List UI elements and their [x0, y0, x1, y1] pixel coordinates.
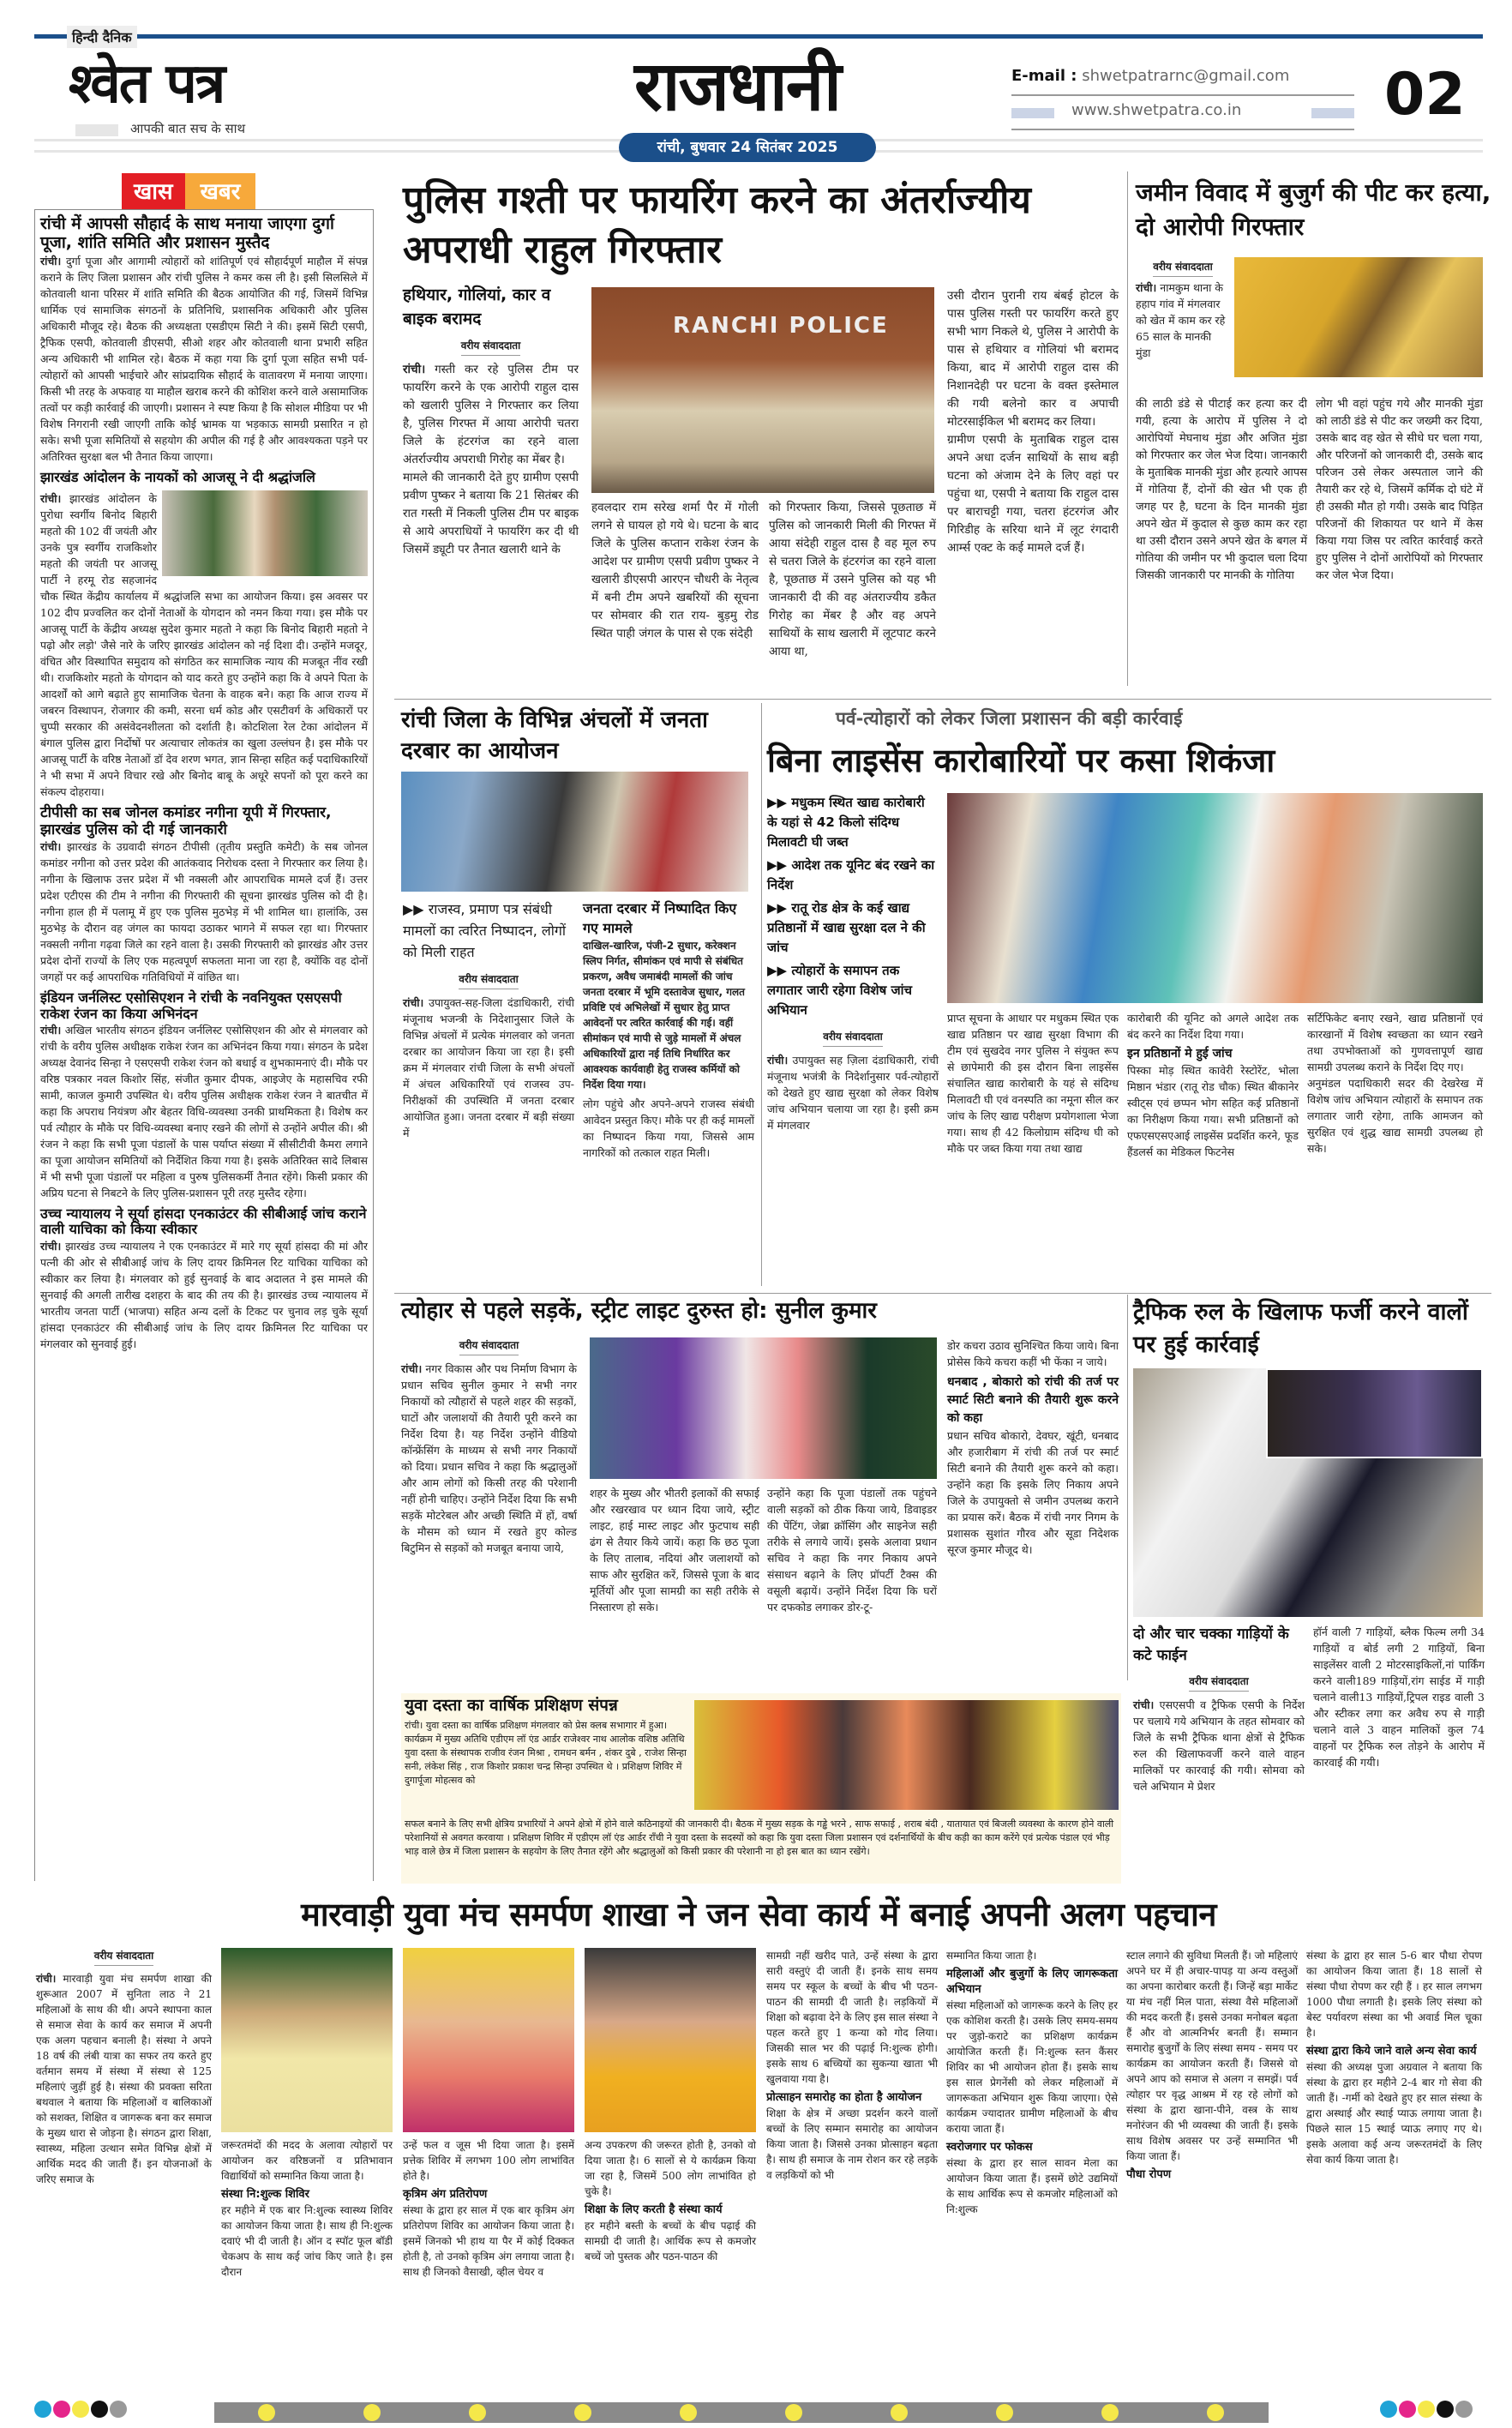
yellow-dot: [469, 2404, 486, 2421]
traffic-col-1: [1133, 1697, 1305, 1794]
dateline: रांची।: [40, 254, 62, 267]
inset-night-photo: [1266, 1368, 1483, 1458]
left-story-3-headline: टीपीसी का सब जोनल कमांडर नगीना यूपी में गिरफ्तार, झारखंड पुलिस को दी गई जानकारी: [40, 804, 332, 838]
dateline: रांची।: [1136, 281, 1157, 294]
black-dot: [1437, 2401, 1454, 2418]
left-story-5-headline: उच्च न्यायालय ने सूर्या हांसदा एनकाउंटर की सीबीआई जांच कराने वाली याचिका को किया स्वीकार: [40, 1205, 367, 1238]
lead-col-1: [403, 361, 579, 559]
marwari-byline-wrap: [36, 1946, 212, 1971]
byline: वरीय संवाददाता: [459, 971, 519, 989]
byline: वरीय संवाददाता: [94, 1948, 154, 1966]
janta-darbar-col-2: लोग पहुंचे और अपने-अपने राजस्व संबंधी आवेदन प्रस्तुत किए। मौके पर ही कई मामलों का निष्पादन किया गया, जिससे आम नागरिकों को तत्काल राहत मिली।: [583, 1097, 754, 1159]
yellow-dot: [680, 2404, 697, 2421]
double-arrow-icon: ▶▶: [767, 857, 788, 873]
roads-col-2: शहर के मुख्य और भीतरी इलाकों की सफाई और रखरखाव पर ध्यान दिया जाये, स्ट्रीट लाइट, हाई मास्ट लाइट और फुटपाथ सही ढंग से तैयार किये जायें। कहा कि छठ पूजा के लिए तालाब, नदियां और जलाशयों को साफ और सुरक्षित करें, जिससे पूजा के बाद मूर्तियों और पूजा सामग्री का सही तरीके से निस्तारण हो सके।: [590, 1487, 759, 1614]
story-text: डोर कचरा उठाव सुनिश्चित किया जाये। बिना प्रोसेस किये कचरा कहीं भी फेंका न जाये।: [947, 1339, 1119, 1368]
story-text: नगर विकास और पथ निर्माण विभाग के प्रधान सचिव सुनील कुमार ने सभी नगर निकायों को त्यौहारों से पहले शहर की सड़कों, घाटों और जलाशयों की तैयारी पूरी करने का निर्देश दिया है। यह निर्देश उन्होंने वीडियो कॉन्फ्रेंसिंग के माध्यम से सभी नगर निकायों को दिया। प्रधान सचिव ने कहा कि श्रद्धालुओं और आम लोगों को किसी तरह की परेशानी नहीं होनी चाहिए। उन्होंने निर्देश दिया कि सभी सड़कें मोटरेबल और अच्छी स्थिति में हों, वर्षा के मौसम को ध्यान में रखते हुए कोल्ड बिटुमिन से सड़कों को मजबूत बनाया जाये,: [401, 1362, 577, 1554]
left-story-5: [40, 1206, 368, 1352]
magenta-dot: [53, 2401, 70, 2418]
portrait-sunita: [221, 1948, 393, 2132]
tagline: आपकी बात सच के साथ: [130, 121, 246, 136]
food-safety-left-flow: [767, 793, 939, 1133]
land-dispute-col-1b: की लाठी डंडे से पीटाई कर हत्या कर दी गयी, हत्या के आरोप में पुलिस ने दो आरोपियों मेघनाथ मुंडा और अजित मुंडा को गिरफ्तार कर जेल भेज दिया। जानकारी के मुताबिक मानकी मुंडा और हत्यारे आपस में गोतिया हैं, दोनों की खेत भी एक ही जगह पर है, घटना के दिन मानकी मुंडा अपने खेत में कुदाल से कुछ काम कर रहा था उसी दौरान उसने अपने खेत के बगल में गोतिया की जमीन पर भी कुदाल चला दिया जिसकी जानकारी पर मानकी के गोतिया: [1136, 398, 1307, 582]
marwari-col-5: [766, 1948, 938, 2183]
story-text: उपायुक्त-सह-जिला दंडाधिकारी, रांची मंजूनाथ भजन्त्री के निदेशानुसार जिले के विभिन्न अंचलों में प्रत्येक मंगलवार को जनता दरबार का आयोजन किया जा रहा है। इसी क्रम में मंगलवार रांची जिला के सभी अंचलों में अंचल अधिकारियों एवं राजस्व उप-निरीक्षकों की उपस्थिति में जनता दरबार आयोजित हुआ। जनता दरबार में बड़ी संख्या में: [403, 996, 574, 1139]
marwari-col-1: [36, 1971, 212, 2187]
subheading: संस्था नि:शुल्क शिविर: [221, 2188, 309, 2201]
land-dispute-byline-wrap: [1136, 257, 1230, 282]
marwari-col-3: [403, 2137, 574, 2280]
bullet-text: राजस्व, प्रमाण पत्र संबंधी मामलों का त्वरित निष्पादन, लोगों को मिली राहत: [403, 901, 567, 960]
lead-col-1-flow: [403, 283, 579, 559]
section-title: राजधानी: [634, 46, 840, 126]
story-text: संस्था के द्वारा हर साल सावन मेला का आयोजन किया जाता हैं। इसमें छोटे उद्यमियों के साथ आर्थिक रूप से कमजोर महिलाओं को नि:शुल्क: [946, 2157, 1118, 2215]
khabar-label: खबर: [185, 173, 256, 209]
dateline: रांची।: [40, 840, 62, 854]
marwari-col-4-flow: [585, 1948, 756, 2264]
marwari-col-4: [585, 2137, 756, 2264]
byline: वरीय संवाददाता: [459, 1337, 519, 1355]
story-text: संस्था महिलाओं को जागरूक करने के लिए हर एक कोशिश करती है। उसके लिए समय-समय पर जुड़ो-कराटे का प्रशिक्षण कार्यक्रम आयोजित करती हैं। नि:शुल्क स्तन कैंसर शिविर का भी आयोजन होता हैं। इसके साथ इस साल प्रेगनेंसी को लेकर महिलाओं में जागरूकता अभियान शुरू किया जाएगा। ऐसे कार्यक्रम ज्यादातर ग्रामीण महिलाओं के बीच कराया जाता हैं।: [946, 1999, 1118, 2135]
traffic-headline: ट्रैफिक रुल के खिलाफ फर्जी करने वालों पर हुई कार्रवाई: [1133, 1299, 1468, 1358]
food-safety-byline-wrap: [767, 1027, 939, 1052]
magenta-dot: [1399, 2401, 1416, 2418]
lead-headline: पुलिस गश्ती पर फायरिंग करने का अंतर्राज्यीय अपराधी राहुल गिरफ्तार: [403, 178, 1031, 272]
subheading: महिलाओं और बुजुर्गो के लिए जागरूकता अभियान: [946, 1968, 1118, 1996]
story-text: संस्था की अध्यक्ष पुजा अग्रवाल ने बताया कि संस्था के द्वारा हर महीने 2-4 बार गो सेवा की जाती हैं। -गर्मी को देखते हुए हर साल संस्था के द्वारा अस्थाई और स्थाई प्याऊ लगाया जाता है। पिछले साल 15 स्थाई प्याऊ लगाए गए थे। इसके अलावा कई अन्य जरूरतमंदों के लिए सेवा कार्य किया जाता है।: [1306, 2061, 1482, 2166]
bullet-text: त्योहारों के समापन तक लगातार जारी रहेगा विशेष जांच अभियान: [767, 963, 913, 1018]
dateline: रांची।: [40, 492, 62, 506]
subheading: स्वरोजगार पर फोकस: [946, 2141, 1033, 2154]
tagline-marker: [75, 124, 118, 136]
left-story-1-body: [40, 253, 368, 465]
marwari-col-2-flow: [221, 1948, 393, 2280]
yuva-dasta-group-photo: [694, 1700, 1119, 1810]
left-story-5-body: [40, 1238, 368, 1352]
paper-name-logo: श्वेत पत्र: [69, 52, 225, 116]
website-underline: [1011, 129, 1354, 130]
column-divider: [1127, 1295, 1128, 1680]
land-dispute-col-2: लोग भी वहां पहुंच गये और मानकी मुंडा को लाठी डंडे से पीट कर जख्मी कर दिया, उसके बाद वह खेत से सीधे घर चला गया, और परिजनों को जानकारी दी, उसके बाद परिजन उसे लेकर अस्पताल जाने की तैयारी कर रहे थे, जिसमें कर्मिक दो घंटे में ही उसकी मौत हो गयी। उसके बाद पिड़ित परिजनों की शिकायत पर थाने में केस किया गया जिस पर त्वरित कार्रवाई करते हुए पुलिस ने दोनों आरोपियों को गिरफ्तार कर जेल भेज दिया।: [1316, 398, 1483, 582]
story-text: अनुमंडल पदाधिकारी सदर की देखरेख में विशेष जांच अभियान त्योहारों के समापन तक लगातार जारी रहेगा, ताकि आमजन को सुरक्षित एवं शुद्ध खाद्य सामग्री उपलब्ध हो सके।: [1307, 1077, 1483, 1155]
land-dispute-col-1: [1136, 279, 1228, 361]
story-text: उन्हें फल व जूस भी दिया जाता है। इसमें प्रत्तेक शिविर में लगभग 100 लोग लाभांवित होते है।: [403, 2139, 574, 2182]
cmyk-marks-left: [34, 2401, 129, 2421]
land-dispute-headline: जमीन विवाद में बुजुर्ग की पीट कर हत्या, दो आरोपी गिरफ्तार: [1136, 178, 1491, 241]
subheading: प्रोत्साहन समारोह का होता है आयोजन: [766, 2091, 922, 2104]
story-text: जरूरतमंदों की मदद के अलावा त्योहारों पर आयोजन कर वरिष्ठजनों व प्रतिभावान विद्यार्थियों को सम्मानित किया जाता है।: [221, 2139, 393, 2182]
traffic-left-flow: [1133, 1624, 1305, 1794]
left-story-1-headline: रांची में आपसी सौहार्द के साथ मनाया जाएगा दुर्गा पूजा, शांति समिति और प्रशासन मुस्तैद: [40, 214, 334, 252]
bullet-item: [767, 898, 939, 958]
janta-darbar-right-flow: [583, 898, 754, 1161]
email-block: [1011, 67, 1289, 85]
byline: वरीय संवाददाता: [1189, 1674, 1249, 1692]
yellow-dot: [72, 2401, 89, 2418]
website-marker-right: [1311, 108, 1354, 118]
gray-dot: [110, 2401, 127, 2418]
food-safety-headline: बिना लाइसेंस कारोबारियों पर कसा शिकंजा: [767, 742, 1275, 779]
story-text: ग्रामीण एसपी के मुताबिक राहुल दास अपने अधा दर्जन साथियों के साथ बड़ी घटना को अंजाम देने के लिए वहां पर पहुंचा था, एसपी ने बताया कि राहुल दास पर बाराचट्टी गया, चतरा हंटरगंज और गिरिडीह के सरिया थाने में लूट रंगदारी आर्म्स एक्ट के कई मामले दर्ज हैं।: [947, 433, 1119, 555]
roads-col-1: [401, 1361, 577, 1556]
khas-khabar-banner: [122, 173, 255, 209]
black-dot: [91, 2401, 108, 2418]
lead-byline-wrap: [403, 336, 579, 361]
dateline: रांची।: [36, 1973, 57, 1985]
story-text: संस्था के द्वारा हर साल 5-6 बार पौधा रोपण का आयोजन किया जाता हैं। 18 सालों से संस्था पौधा रोपण कर रही हैं । हर साल लगभग 1000 पौधा लगाती है। इसके लिए संस्था को बेस्ट पर्यावरण संस्था का भी अवार्ड मिल चूका है।: [1306, 1950, 1482, 2039]
dateline: रांची।: [401, 1362, 423, 1375]
yellow-dot: [1101, 2404, 1119, 2421]
subheading: शिक्षा के लिए करती है संस्था कार्य: [585, 2203, 723, 2216]
yellow-dot: [785, 2404, 802, 2421]
bullet-item: [767, 793, 939, 852]
aajsu-tribute-photo: [162, 490, 368, 576]
story-text: अखिल भारतीय संगठन इंडियन जर्नलिस्ट एसोसिएशन की ओर से मंगलवार को रांची के वरीय पुलिस अधीक्षक राकेश रंजन का अभिनंदन किया गया। संगठन के प्रदेश अध्यक्ष देवानंद सिन्हा ने एसएसपी राकेश रंजन को बधाई व शुभकामनाएं दी। मौके पर वरिष्ठ पत्रकार नवल किशोर सिंह, संजीत कुमार दीपक, आइजेए के महासचिव रफी सामी, काजल कुमारी उपस्थित थे। वरीय पुलिस अधीक्षक राकेश रंजन ने बातचीत में कहा कि अपराध नियंत्रण और बेहतर विधि-व्यवस्था उनकी प्राथमिकता है। विशेष कर पर्व त्यौहार के मौके पर विधि-व्यवस्था बनाए रखने की लोगों से उन्होंने अपील की। श्री रंजन ने कहा कि सभी पूजा पंडालों के पास पर्याप्त संख्या में सीसीटीवी कैमरा लगाने का पूजा आयोजन समितियों को निर्देशित किया गया है। इसके अतिरिक्त सादे लिबास में भी सभी पूजा पंडालों पर महिला व पुरुष पुलिसकर्मी तैनात रहेंगे। किसी प्रकार की अप्रिय घटना से निबटने के लिए पुलिस-प्रशासन पूरी तरह मुस्तैद रहेगा।: [40, 1023, 368, 1199]
cmyk-marks-right: [1380, 2401, 1474, 2421]
byline: वरीय संवाददाता: [1153, 259, 1213, 277]
double-arrow-icon: ▶▶: [767, 795, 788, 810]
story-text: प्रधान सचिव बोकारो, देवघर, खूंटी, धनबाद और हजारीबाग में रांची की तर्ज पर स्मार्ट सिटी बनाने की तैयारी शुरू करने को कहा। उन्होंने कहा कि इसके लिए निकाय अपने जिले के उपायुक्तो से जमीन उपलब्ध कराने का प्रयास करें। बैठक में रांची नगर निगम के प्रशासक सुशांत गौरव और सूडा निदेशक सूरज कुमार मौजूद थे।: [947, 1429, 1119, 1556]
photo-sign-text: RANCHI POLICE: [673, 313, 889, 339]
column-divider: [1127, 171, 1128, 686]
subheading: पौधा रोपण: [1126, 2168, 1172, 2181]
bullet-text: आदेश तक यूनिट बंद रखने का निर्देश: [767, 857, 935, 892]
yellow-dot: [574, 2404, 591, 2421]
left-story-2: [40, 470, 368, 800]
story-text: झारखंड के उग्रवादी संगठन टीपीसी (तृतीय प्रस्तुति कमेटी) के सब जोनल कमांडर नगीना को उत्तर प्रदेश की आतंकवाद निरोधक दस्ता ने गिरफ्तार कर लिया है। नगीना के खिलाफ उत्तर प्रदेश में भी नक्सली और आपराधिक मामले दर्ज हैं। उत्तर प्रदेश एटीएस की टीम ने नगीना की गिरफ्तारी की सूचना झारखंड पुलिस को दी है। नगीना हाल ही में पलामू में हुए एक पुलिस मुठभेड़ में भी शामिल था। हालांकि, उस मुठभेड़ के दौरान वह जंगल का फायदा उठाकर भागने में सफल रहा था। गिरफ्तार नक्सली नगीना गढ़वा जिले का रहने वाला है। उसकी गिरफ्तारी को झारखंड और उत्तर प्रदेश दोनों राज्यों के लिए एक महत्वपूर्ण सफलता माना जा रहा है, क्योंकि वह दोनों जगहों पर कई आपराधिक गतिविधियों में वांछित था।: [40, 840, 368, 984]
email-underline: [1011, 94, 1354, 96]
story-text: झारखंड उच्च न्यायालय ने एक एनकाउंटर में मारे गए सूर्या हांसदा की मां और पत्नी की ओर से सीबीआई जांच के लिए दायर क्रिमिनल रिट याचिका याचिका को स्वीकार कर लिया है। मंगलवार को हुई सुनवाई के बाद अदालत ने इस मामले की सुनवाई की अगली तारीख दशहरा के बाद की तय की है। झारखंड उच्च न्यायालय में भारतीय जनता पार्टी (भाजपा) सहित अन्य दलों के टिकट पर चुनाव लड़ चुके सूर्या हांसदा एनकाउंटर की सीबीआई जांच के लिए दायर क्रिमिनल रिट याचिका पर मंगलवार को सुनवाई हुई।: [40, 1239, 368, 1350]
website-link[interactable]: www.shwetpatra.co.in: [1071, 101, 1242, 119]
story-text: गस्ती कर रहे पुलिस टीम पर फायरिंग करने के एक आरोपी राहुल दास को खलारी पुलिस ने गिरफ्तार कर लिया है, पुलिस गिरफ्त में आया आरोपी चतरा जिले के हंटरगंज का रहने वाला अंतर्राज्यीय अपराधी गिरोह का मेंबर है।: [403, 363, 579, 466]
janta-darbar-left-flow: [403, 898, 574, 1141]
story-text: उपायुक्त सह ज़िला दंडाधिकारी, रांची मंजूनाथ भजंत्री के निदेर्शानुसार पर्व-त्योहारों को देखते हुए खाद्य सुरक्षा को लेकर विशेष जांच अभियान चलाया जा रहा है। इसी क्रम में मंगलवार: [767, 1054, 939, 1132]
yellow-dot: [363, 2404, 381, 2421]
marwari-col-3-flow: [403, 1948, 574, 2280]
story-text: अन्य उपकरण की जरूरत होती है, उनको वो दिया जाता है। 6 सालों से ये कार्यक्रम किया जा रहा है, जिसमें 500 लोग लाभांवित हो चुके है।: [585, 2139, 756, 2197]
story-text: संस्था के द्वारा हर साल में एक बार कृत्रिम अंग प्रतिरोपण शिविर का आयोजन किया जाता है। इसमें जिनको भी हाथ या पैर में कोई दिक्कत होती है, तो उनको कृत्रिम अंग लगाया जाता है। साथ ही जिनको वैसाखी, व्हील चेयर व: [403, 2204, 574, 2278]
story-text: झारखंड आंदोलन के पुरोधा स्वर्गीय बिनोद बिहारी महतो की 102 वीं जयंती और उनके पुत्र स्वर्गीय राजकिशोर महतो की जयंती पर आजसू पार्टी ने हरमू रोड सहजानंद चौक स्थित केंद्रीय कार्यालय में श्रद्धांजलि सभा का आयोजन किया। इस अवसर पर 102 दीप प्रज्वलित कर दोनों नेताओं के योगदान को नमन किया गया। इस मौके पर आजसू पार्टी के केंद्रीय अध्यक्ष सुदेश कुमार महतो ने कहा कि बिनोद बिहारी महतो ने पढ़ो और लड़ो' जैसे नारे के जरिए झारखंड आंदोलन को नई दिशा दी। उन्होंने मजदूर, वंचित और विस्थापित समुदाय को संगठित कर सामाजिक न्याय की मजबूत नींव रखी थी। राजकिशोर महतो के योगदान को याद करते हुए उन्होंने कहा कि वे अपने पिता के आदर्शों को आगे बढ़ाते हुए सामाजिक चेतना के वाहक बने। कहा कि आज राज्य में जबरन विस्थापन, रोजगार की कमी, सरना धर्म कोड और एसटीवर्ग के अधिकारों पर चुप्पी सरकार की असंवेदनशीलता को दर्शाती है। कोटशिला रेल टेका आंदोलन में बंगाल पुलिस द्वारा निर्दोषों पर अत्याचार लोकतंत्र का खुला उल्लंघन है। इस मौके पर आजसू पार्टी के वरिष्ठ नेताओं डॉ देव शरण भगत, ज्ञान सिन्हा सहित कई पदाधिकारियों ने भी सभा में अपने विचार रखे और बिनोद बाबू के अधूरे सपनों को पूरा करने का संकल्प दोहराया।: [40, 492, 368, 799]
marwari-col-8: [1306, 1948, 1482, 2167]
story-text: पिस्का मोड़ स्थित कावेरी रेस्टोरेंट, भोला मिष्ठान भंडार (रातू रोड चौक) स्थित बीकानेर स्वीट्स एवं छप्पन भोग सहित कई प्रतिष्ठानों का निरीक्षण किया गया। सभी प्रतिष्ठानों को एफएसएसएआई लाइसेंस प्रदर्शित करने, फूड हैंडलर्स का मेडिकल फिटनेस: [1127, 1064, 1299, 1158]
janta-darbar-byline-wrap: [403, 970, 574, 995]
page-number: 02: [1384, 61, 1466, 129]
roads-left-flow: [401, 1336, 577, 1556]
roads-col-4: [947, 1337, 1119, 1558]
box-title: जनता दरबार में निष्पादित किए गए मामले: [583, 900, 737, 936]
story-text: शिक्षा के क्षेत्र में अच्छा प्रदर्शन करने वालों बच्चों के लिए सम्मान समारोह का आयोजन किया जाता है। जिससे उनका प्रोत्साहन बढ़ता है। साथ ही समाज के नाम रोशन कर रहे लड़के व लड़कियों को भी: [766, 2107, 938, 2181]
marwari-headline: मारवाड़ी युवा मंच समर्पण शाखा ने जन सेवा कार्य में बनाई अपनी अलग पहचान: [301, 1896, 1216, 1933]
yuva-dasta-body-bottom: सफल बनाने के लिए सभी क्षेत्रिय प्रभारियों ने अपने क्षेत्रो में होने वाले कठिनाइयों की जानकारी दी। बैठक में मुख्य सड़क के गड्ढे भरने , साफ सफाई , शराब बंदी , यातायात एवं बिजली व्यवस्था के कारण होने वाली परेशानियों से अवगत करवाया । प्रशिक्षण शिविर में एडीएम लॉ एंड आर्डर रॉंची ने युवा दस्ता के सदस्यों को कहा कि युवा दस्ता जिला प्रशासन एवं दर्शनार्थियों के बीच कड़ी का काम करेंगे एवं प्रत्येक पंडाल एवं भीड़ भाड़ वाले छेत्र में जिला प्रशासन के सहयोग के लिए तैनात रहेंगे और श्रद्धालुओं को किसी प्रकार की परेशानी ना हो इस बात का ध्यान रखेंगे।: [405, 1818, 1114, 1857]
gray-dot: [1455, 2401, 1473, 2418]
subheading: इन प्रतिष्ठानों मे हुई जांच: [1127, 1047, 1233, 1061]
yellow-dot: [891, 2404, 908, 2421]
email-link[interactable]: shwetpatrarnc@gmail.com: [1082, 67, 1290, 85]
marwari-col-6: [946, 1948, 1118, 2217]
yellow-dot: [1207, 2404, 1224, 2421]
yuva-dasta-headline: युवा दस्ता का वार्षिक प्रशिक्षण संपन्न: [405, 1696, 618, 1715]
yuva-dasta-box: [401, 1693, 1121, 1884]
dateline: रांची।: [40, 1239, 62, 1253]
left-story-4-body: [40, 1022, 368, 1201]
janta-darbar-col-1: [403, 995, 574, 1141]
attack-illustration: [1234, 257, 1483, 377]
dateline-pill: रांची, बुधवार 24 सितंबर 2025: [619, 133, 876, 162]
subheading: धनबाद , बोकारो को रांची की तर्ज पर स्मार्ट सिटी बनाने की तैयारी शुरू करने को कहा: [947, 1375, 1119, 1425]
lead-col-2: हवलदार राम सरेख शर्मा पैर में गोली लगने से घायल हो गये थे। घटना के बाद जिले के पुलिस कप्तान राकेश रंजन के आदेश पर ग्रामीण एसपी प्रवीण पुष्कर ने खलारी डीएसपी आरएन चौधरी के नेतृत्व में बनी टीम अपने खबरियों की सूचना पर सोमवार की रात राय- बुड़मु रोड स्थित पाही जंगल के पास से एक संदेही: [591, 501, 759, 640]
masthead: [0, 0, 1512, 163]
dateline: रांची।: [40, 1023, 62, 1037]
box-body: दाखिल-खारिज, पंजी-2 सुधार, करेक्शन स्लिप निर्गत, सीमांकन एवं मापी से संबंधित प्रकरण, अवैध जमाबंदी मामलों की जांच जनता दरबार में भूमि दस्तावेज सुधार, गलत प्रविष्टि एवं अभिलेखों में सुधार हेतु प्राप्त आवेदनों पर त्वरित कार्रवाई की गई। वहीं सीमांकन एवं मापी से जुड़े मामलों में अंचल अधिकारियों द्वारा नई तिथि निर्धारित कर आवश्यक कार्यवाही हेतु राजस्व कर्मियों को निर्देश दिया गया।: [583, 940, 745, 1091]
marwari-col-2: [221, 2137, 393, 2280]
website-marker-left: [1011, 108, 1054, 118]
yellow-dot: [1418, 2401, 1435, 2418]
dateline: रांची।: [767, 1054, 789, 1067]
column-divider: [761, 703, 762, 1286]
food-safety-col-2: प्राप्त सूचना के आधार पर मधुकम स्थित एक खाद्य प्रतिष्ठान पर खाद्य सुरक्षा विभाग की टीम एवं सुखदेव नगर पुलिस ने संयुक्त रूप से छापेमारी की इस दौरान बिना लाइसेंस संचालित खाद्य कारोबारी के यहं से संदिग्ध मिलावटी घी एवं वनस्पति का नमूना सील कर जांच के लिए खाद्य परीक्षण प्रयोगशाला भेजा गया। साथ ही 42 किलोग्राम संदिग्ध घी को मौके पर जब्त किया गया तथा खाद्य: [947, 1012, 1119, 1155]
yuva-dasta-body-top: रांची। युवा दस्ता का वार्षिक प्रशिक्षण मंगलवार को प्रेस क्लब सभागार में हुआ। कार्यक्रम में मुख्य अतिथि एडीएम लॉ एंड आर्डर राजेश्वर नाथ आलोक वशिष्ठ अतिथि युवा दस्ता के संस्थापक राजीव रंजन मिश्रा , रामधन बर्मन , शंकर दुबे , राजेश सिन्हा सनी, लंकेश सिंह , राज किशोर प्रकाश चन्द्र सिन्हा उपस्थित थे । प्रशिक्षण शिविर में दुगार्पूजा मोहत्सव को: [405, 1720, 687, 1786]
janta-darbar-headline: रांची जिला के विभिन्न अंचलों में जनता दरबार का आयोजन: [401, 707, 708, 764]
left-column: [34, 209, 374, 1881]
traffic-byline-wrap: [1133, 1672, 1305, 1697]
double-arrow-icon: ▶▶: [767, 963, 788, 978]
double-arrow-icon: ▶▶: [767, 900, 788, 916]
email-label: E-mail :: [1011, 67, 1077, 85]
story-text: स्टाल लगाने की सुविधा मिलती हैं। जो महिलाएं अपने घर में ही अचार-पापड़ या अन्य वस्तुओं का अपना कारोबार करती हैं। जिन्हें बड़ा मार्केट या मंच नहीं मिल पाता, संस्था वैसे महिलाओं की मदद करती हैं। इससे उनका मनोबल बढ़ता हैं और वो आत्मनिर्भर बनती हैं। सम्मान समारोह बुजुर्गों के लिए संस्था समय - समय पर कार्यक्रम का आयोजन करती हैं। जिससे वो अपने आप को समाज से अलग न समझें। पर्व त्योहार पर वृद्ध आश्रम में रह रहे लोगों को संस्था के द्वारा खाना-पीने, वस्त्र के साथ मनोरंजन की भी व्यवस्था की जाती हैं। इसके साथ विशेष अवसर पर उन्हें सम्मानित भी किया जाता हैं।: [1126, 1950, 1298, 2162]
byline: वरीय संवाददाता: [823, 1029, 883, 1047]
janta-darbar-bullet: [403, 898, 574, 963]
story-text: नामकुम थाना के हहाप गांव में मंगलवार को खेत में काम कर रहे 65 साल के मानकी मुंडा: [1136, 281, 1226, 359]
double-arrow-icon: ▶▶: [403, 901, 424, 917]
traffic-subhead: दो और चार चक्का गाड़ियों के कटे फाईन: [1133, 1626, 1289, 1664]
yellow-dot: [258, 2404, 275, 2421]
video-conference-photo: [590, 1337, 937, 1479]
janta-darbar-photo: [401, 772, 748, 892]
story-text: दुर्गा पूजा और आगामी त्योहारों को शांतिपूर्ण एवं सौहार्दपूर्ण माहौल में संपन्न कराने के लिए जिला प्रशासन और रांची पुलिस ने कमर कस ली है। इसी सिलसिले में कोतवाली थाना परिसर में शांति समिति की बैठक आयोजित की गई, जिसमें विभिन्न धार्मिक एवं सामाजिक संगठनों के प्रतिनिधि, प्रशासनिक अधिकारी और पुलिस अधिकारी मौजूद रहे। बैठक की अध्यक्षता एसडीएम सिटी ने की। इसमें सिटी एसपी, ट्रैफिक एसपी, कोतवाली डीएसपी, सीओ शहर और कोतवाली थाना प्रभारी सहित अन्य अधिकारी भी शामिल रहे। बैठक में कहा गया कि दुर्गा पूजा सहित सभी पर्व-त्योहारों को आपसी भाईचारे और सांप्रदायिक सौहार्द के वातावरण में मनाया जाएगा। किसी भी तरह के अफवाह या माहौल खराब करने की कोशिश करने वाले असामाजिक तत्वों पर कड़ी कार्रवाई की जाएगी। प्रशासन ने स्पष्ट किया है कि सोशल मीडिया पर भी विशेष निगरानी रखी जाएगी ताकि कोई भ्रामक या भड़काऊ सामग्री प्रसारित न हो सके। सभी पूजा समितियों से सहयोग की अपील की गई है और आवश्यकता पड़ने पर अतिरिक्त सुरक्षा बल भी तैनात किया जाएगा।: [40, 254, 368, 463]
lead-col-3: को गिरफ्तार किया, जिससे पूछताछ में पुलिस को जानकारी मिली की गिरफ्त में आया संदेही राहुल दास है वह मूल रुप से चतरा जिले के हंटरगंज का रहने वाला है, पूछताछ में उसने पुलिस को यह भी जानकारी दी की वह अंतराज्यीय डकैत गिरोह का मेंबर है और वह अपने साथियों के साथ खलारी में लूटपाट करने आया था,: [769, 501, 936, 658]
story-text: मारवाड़ी युवा मंच समर्पण शाखा की शुरूआत 2007 में सुनिता लाठ ने 21 महिलाओं के साथ की थी। अपने स्थापना काल से समाज सेवा के कार्य कर समाज में अपनी एक अलग पहचान बनाली है। संस्था ने अपने 18 वर्ष की लंबी यात्रा का सफर तय करते हुए वर्तमान समय में संस्था में संस्था से 125 महिलाएं जुड़ीं हुई है। संस्था की प्रवक्ता सरिता बथवाल ने बताया कि महिलाओं व बालिकाओं को सशक्त, शिक्षित व जागरूक बना कर समाज के मुख्य धारा से जोड़ना है। संगठन द्वारा शिक्षा, स्वास्थ्य, महिला उत्थान समेत विभिन्न क्षेत्रों में आर्थिक मदद की जाती हैं। इन योजनाओं के जरिए समाज के: [36, 1973, 212, 2185]
story-text: एसएसपी व ट्रैफिक एसपी के निर्देश पर चलाये गये अभियान के तहत सोमवार को जिले के सभी ट्रैफिक थाना क्षेत्रों से ट्रैफिक रुल की खिलाफवर्जी करने वाले वाहन मालिकों पर कारवाई की गयी। सोमवा को चले अभियान मे प्रेशर: [1133, 1698, 1305, 1793]
story-text: मामले की जानकारी देते हुए ग्रामीण एसपी प्रवीण पुष्कर ने बताया कि 21 सितंबर की रात गस्ती में निकली पुलिस टीम पर बाइक से आये अपराधियों ने फायरिंग कर दी थी जिसमें ड्यूटी पर तैनात खलारी थाने के: [403, 471, 579, 556]
marwari-col-7: [1126, 1948, 1298, 2183]
daily-label: हिन्दी दैनिक: [67, 26, 137, 48]
khas-label: खास: [122, 173, 185, 209]
roads-byline-wrap: [401, 1336, 577, 1361]
bullet-item: [767, 961, 939, 1020]
story-text: कारोबारी की यूनिट को अगले आदेश तक बंद करने का निर्देश दिया गया।: [1127, 1012, 1299, 1041]
masthead-top-rule: [34, 34, 1483, 39]
left-story-4-headline: इंडियन जर्नलिस्ट एसोसिएशन ने रांची के नवनियुक्त एसएसपी राकेश रंजन का किया अभिनंदन: [40, 989, 342, 1022]
left-story-1: [40, 215, 368, 465]
food-inspection-photo: [947, 793, 1483, 1003]
left-story-3: [40, 805, 368, 985]
portrait-sarita: [403, 1948, 574, 2132]
lead-subhead: हथियार, गोलियां, कार व बाइक बरामद: [403, 285, 551, 328]
left-story-4: [40, 990, 368, 1201]
lead-col-4: [947, 287, 1119, 557]
roads-col-3: उन्होंने कहा कि पूजा पंडालों तक पहुंचने वाली सड़कों को ठीक किया जाये, डिवाइडर की पेंटिंग, जेब्रा क्रॉसिंग और साइनेज सही तरीके से लगाये जायें। इसके अलावा प्रधान सचिव ने कहा कि नगर निकाय अपने संसाधन बढ़ाने के लिए प्रॉपर्टी टैक्स की वसूली बढ़ायें। उन्होंने निर्देश दिया कि घरों पर दफकोड लगाकर डोर-टू-: [767, 1487, 937, 1614]
marwari-col-1-flow: [36, 1946, 212, 2187]
food-safety-col-3: [1127, 1010, 1299, 1160]
dateline: रांची।: [403, 363, 426, 376]
bullet-text: रातू रोड क्षेत्र के कई खाद्य प्रतिष्ठानों में खाद्य सुरक्षा दल ने की जांच: [767, 900, 926, 955]
story-text: हर महीने बस्ती के बच्चों के बीच पढ़ाई की सामग्री दी जाती है। आर्थिक रूप से कमजोर बच्चें जो पुस्तक और पठन-पाठन की: [585, 2220, 756, 2263]
story-text: उसी दौरान पुरानी राय बंबई होटल के पास पुलिस गस्ती पर फायरिंग करते हुए सभी भाग निकले थे, पुलिस ने आरोपी के पास से हथियार व गोलियां भी बरामद किया, बाद में आरोपी राहुल दास की निशानदेही पर घटना के वक्त इस्तेमाल की गयी बलेनो कार व अपाची मोटरसाईकिल भी बरामद कर लिया।: [947, 289, 1119, 429]
registration-bar: [214, 2402, 1269, 2423]
byline: वरीय संवाददाता: [461, 338, 521, 356]
traffic-col-2: हॉर्न वाली 7 गाड़ियों, ब्लैक फिल्म लगी 34 गाड़ियों व बोर्ड लगी 2 गाड़ियों, बिना साइलेंसर वाली 2 मोटरसाइकिलों,नां पार्किंग करने वाली189 गाड़ियों,रांग साईड में गाड़ी चलाने वाली13 गाड़ियों,ट्रिपल राइड वाली 3 और स्टीकर लगा कर अवैध रुप से गाड़ी चलाने वाले 3 वाहन मालिकों कुल 74 वाहनों पर ट्रैफिक रुल तोड़ने के आरोप में कारवाई की गयी।: [1313, 1626, 1485, 1769]
food-safety-col-4: [1307, 1010, 1483, 1157]
dateline: रांची।: [1133, 1698, 1155, 1711]
story-text: सम्मानित किया जाता है।: [946, 1950, 1037, 1962]
food-safety-col-1: [767, 1052, 939, 1133]
traffic-police-photo: [1133, 1368, 1483, 1617]
section-divider: [394, 1293, 1491, 1294]
ranchi-police-press-photo: [591, 287, 934, 493]
subheading: कृत्रिम अंग प्रतिरोपण: [403, 2188, 488, 2201]
left-story-3-body: [40, 838, 368, 985]
dateline: रांची।: [403, 996, 424, 1009]
subheading: संस्था द्वारा किये जाने वाले अन्य सेवा कार्य: [1306, 2045, 1477, 2058]
food-safety-kicker: पर्व-त्योहारों को लेकर जिला प्रशासन की बड़ी कार्रवाई: [836, 708, 1183, 729]
roads-headline: त्योहार से पहले सड़कें, स्ट्रीट लाइट दुरुस्त हो: सुनील कुमार: [401, 1298, 877, 1324]
story-text: सर्टिफिकेट बनाए रखने, खाद्य प्रतिष्ठानों एवं कारखानों में विशेष स्वच्छता का ध्यान रखने तथा उपभोक्ताओं को गुणवत्तापूर्ण खाद्य सामग्री उपलब्ध कराने के निर्देश दिए गए।: [1307, 1012, 1483, 1073]
section-divider: [394, 699, 1491, 700]
bullet-item: [767, 856, 939, 895]
cyan-dot: [34, 2401, 51, 2418]
bullet-text: मधुकम स्थित खाद्य कारोबारी के यहां से 42 किलो संदिग्ध मिलावटी घी जब्त: [767, 795, 925, 850]
left-story-2-headline: झारखंड आंदोलन के नायकों को आजसू ने दी श्रद्धांजलि: [40, 468, 315, 485]
story-text: हर महीने में एक बार नि:शुल्क स्वास्थ्य शिविर का आयोजन किया जाता है। साथ ही नि:शुल्क दवाएं भी दी जाती है। ऑन द स्पॉट फूल बॉडी चेकअप के साथ कई जांच किए जाते है। इस दौरान: [221, 2204, 393, 2278]
portrait-puja: [585, 1948, 756, 2132]
story-text: सामग्री नहीं खरीद पाते, उन्हें संस्था के द्वारा सारी वस्तुएं दी जाती हैं। इनके साथ समय समय पर स्कूल के बच्चों के बीच भी पठन-पाठन की सामग्री दी जाती है। लड़कियों में शिक्षा को बढ़ावा देने के लिए इस साल संस्था ने पहल करते हुए 1 कन्या को गोद लिया। जिसकी साल भर की पढ़ाई नि:शुल्क होगी। इसके साथ 6 बच्चियों का सुकन्या खाता भी खुलवाया गया है।: [766, 1950, 938, 2085]
yellow-dot: [996, 2404, 1013, 2421]
cyan-dot: [1380, 2401, 1397, 2418]
